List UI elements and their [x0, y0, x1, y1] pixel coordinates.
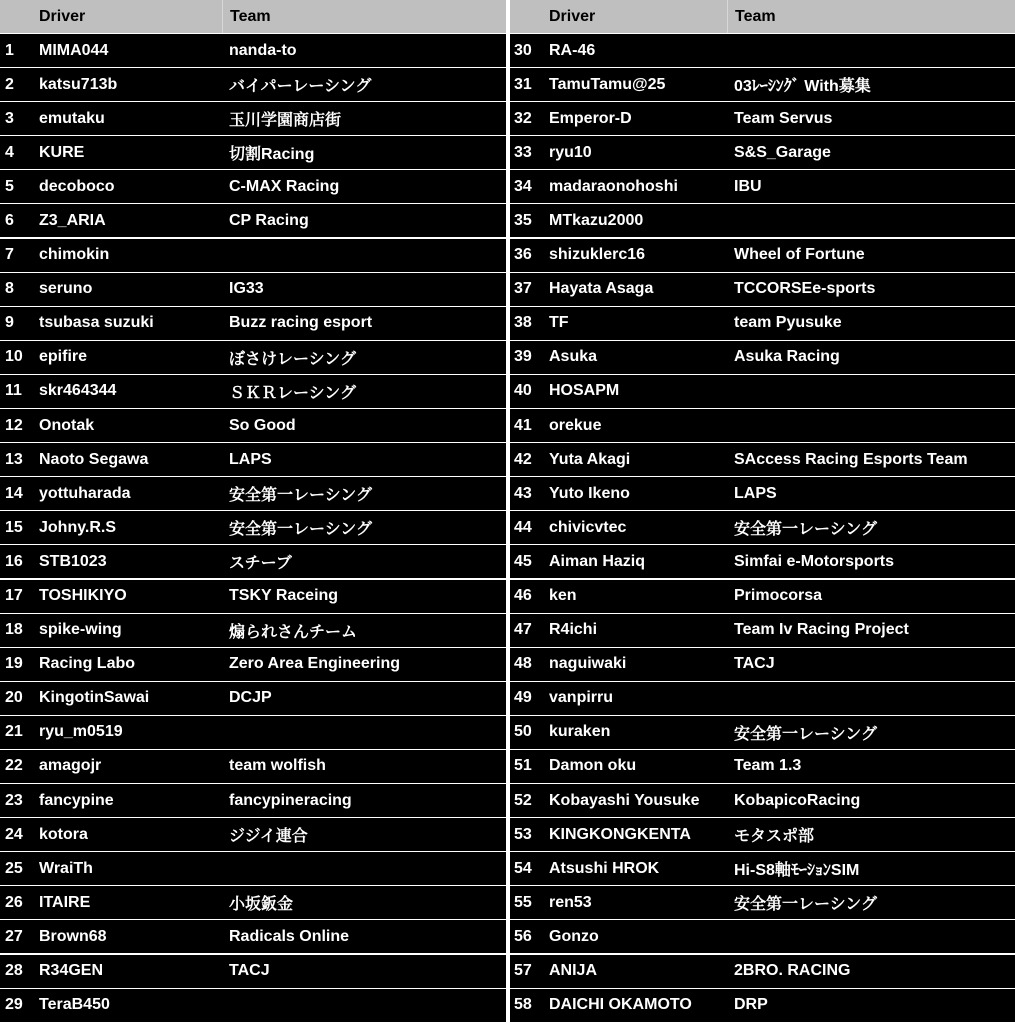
driver-cell: ANIJA	[549, 962, 598, 980]
table-row	[0, 545, 506, 578]
driver-cell: R34GEN	[39, 962, 104, 980]
table-row	[0, 852, 506, 885]
table-row	[510, 784, 1015, 817]
team-cell: 安全第一レーシング	[229, 487, 372, 505]
driver-cell: emutaku	[39, 109, 105, 127]
team-cell: team Pyusuke	[734, 314, 842, 332]
right-standings-table	[510, 0, 1015, 1023]
position-cell: 13	[5, 450, 23, 468]
driver-cell: WraiTh	[39, 859, 93, 877]
driver-cell: kuraken	[549, 723, 611, 741]
team-cell: 玉川学園商店街	[229, 112, 342, 130]
position-cell: 20	[5, 689, 23, 707]
header-team: Team	[230, 7, 271, 25]
driver-cell: MTkazu2000	[549, 211, 644, 229]
position-cell: 22	[5, 757, 23, 775]
table-row	[0, 989, 506, 1022]
position-cell: 56	[514, 927, 532, 945]
table-row	[0, 443, 506, 476]
team-cell: Primocorsa	[734, 587, 823, 604]
team-cell: LAPS	[229, 450, 272, 468]
driver-cell: TeraB450	[39, 996, 110, 1014]
driver-cell: TF	[549, 314, 569, 332]
driver-cell: yottuharada	[39, 484, 131, 502]
table-row	[510, 580, 1015, 613]
position-cell: 46	[514, 587, 532, 604]
team-cell: Zero Area Engineering	[229, 655, 400, 673]
position-cell: 42	[514, 450, 532, 468]
position-cell: 17	[5, 587, 23, 604]
position-cell: 27	[5, 927, 23, 945]
driver-cell: madaraonohoshi	[549, 177, 678, 195]
position-cell: 14	[5, 484, 23, 502]
driver-cell: KINGKONGKENTA	[549, 825, 691, 843]
position-cell: 2	[5, 75, 14, 93]
table-header	[510, 0, 1015, 33]
team-cell: バイパーレーシング	[229, 78, 372, 96]
table-row	[510, 818, 1015, 851]
position-cell: 4	[5, 143, 14, 161]
position-cell: 38	[514, 314, 532, 332]
position-cell: 1	[5, 41, 14, 59]
team-cell: LAPS	[734, 484, 777, 502]
team-cell: DRP	[734, 996, 768, 1014]
table-row	[0, 580, 506, 613]
table-row	[510, 307, 1015, 340]
team-cell: ジジイ連合	[229, 828, 308, 846]
table-row	[510, 170, 1015, 203]
driver-cell: DAICHI OKAMOTO	[549, 996, 692, 1014]
position-cell: 33	[514, 143, 532, 161]
table-row	[0, 886, 506, 919]
table-row	[510, 989, 1015, 1022]
table-row	[0, 204, 506, 237]
driver-cell: ryu_m0519	[39, 723, 123, 741]
table-row	[0, 750, 506, 783]
position-cell: 57	[514, 962, 532, 980]
table-row	[0, 955, 506, 988]
driver-cell: decoboco	[39, 177, 115, 195]
table-row	[510, 648, 1015, 681]
team-cell: スチーブ	[229, 555, 292, 573]
driver-cell: shizuklerc16	[549, 246, 646, 264]
driver-cell: fancypine	[39, 791, 114, 809]
header-driver-label: Driver	[39, 7, 86, 25]
team-cell: Radicals Online	[229, 927, 350, 945]
team-cell: Buzz racing esport	[229, 314, 373, 332]
driver-cell: Aiman Haziq	[549, 552, 646, 570]
driver-cell: Brown68	[39, 927, 107, 945]
driver-cell: Onotak	[39, 416, 95, 434]
team-cell: CP Racing	[229, 211, 309, 229]
driver-cell: spike-wing	[39, 621, 122, 639]
header-driver	[549, 0, 728, 33]
driver-cell: R4ichi	[549, 621, 598, 639]
team-cell: KobapicoRacing	[734, 791, 861, 809]
table-row	[0, 273, 506, 306]
position-cell: 35	[514, 211, 532, 229]
team-cell: S&S_Garage	[734, 143, 831, 161]
team-cell: 切割Racing	[229, 146, 315, 164]
table-row	[510, 443, 1015, 476]
table-row	[510, 614, 1015, 647]
driver-cell: Yuto Ikeno	[549, 484, 630, 502]
driver-cell: skr464344	[39, 382, 117, 400]
team-cell: fancypineracing	[229, 791, 352, 809]
position-cell: 16	[5, 552, 23, 570]
team-cell: IBU	[734, 177, 762, 195]
position-cell: 18	[5, 621, 23, 639]
driver-cell: Asuka	[549, 348, 598, 366]
table-row	[0, 648, 506, 681]
table-row	[510, 477, 1015, 510]
table-row	[510, 920, 1015, 953]
team-cell: 安全第一レーシング	[229, 521, 372, 539]
position-cell: 54	[514, 859, 532, 877]
header-team: Team	[735, 7, 776, 25]
team-cell: TACJ	[229, 962, 270, 980]
position-cell: 36	[514, 246, 532, 264]
team-cell: SAccess Racing Esports Team	[734, 450, 968, 468]
position-cell: 41	[514, 416, 532, 434]
position-cell: 40	[514, 382, 532, 400]
driver-cell: STB1023	[39, 552, 107, 570]
driver-cell: Atsushi HROK	[549, 859, 660, 877]
team-cell: team wolfish	[229, 757, 326, 775]
team-cell: Team 1.3	[734, 757, 802, 775]
team-cell: Hi-S8軸ﾓｰｼｮﾝSIM	[734, 862, 860, 880]
team-cell: nanda-to	[229, 41, 297, 59]
table-row	[510, 716, 1015, 749]
position-cell: 21	[5, 723, 23, 741]
team-cell: Wheel of Fortune	[734, 246, 865, 264]
position-cell: 44	[514, 518, 532, 536]
table-row	[0, 68, 506, 101]
driver-cell: seruno	[39, 280, 93, 298]
driver-cell: KURE	[39, 143, 85, 161]
team-cell: TCCORSEe-sports	[734, 280, 876, 298]
team-cell: 2BRO. RACING	[734, 962, 851, 980]
table-row	[0, 920, 506, 953]
table-row	[0, 511, 506, 544]
position-cell: 9	[5, 314, 14, 332]
team-cell: 小坂鈑金	[229, 896, 294, 914]
driver-cell: Emperor-D	[549, 109, 632, 127]
table-row	[510, 204, 1015, 237]
team-cell: 03ﾚｰｼﾝｸﾞ With募集	[734, 78, 871, 96]
driver-cell: Damon oku	[549, 757, 637, 775]
table-row	[0, 170, 506, 203]
team-cell: IG33	[229, 280, 264, 298]
header-driver	[39, 0, 223, 33]
driver-cell: TOSHIKIYO	[39, 587, 127, 604]
table-row	[510, 341, 1015, 374]
driver-cell: kotora	[39, 825, 88, 843]
position-cell: 24	[5, 825, 23, 843]
position-cell: 55	[514, 893, 532, 911]
driver-cell: katsu713b	[39, 75, 118, 93]
position-cell: 31	[514, 75, 532, 93]
table-row	[510, 545, 1015, 578]
table-row	[0, 409, 506, 442]
table-row	[510, 34, 1015, 67]
team-cell: TACJ	[734, 655, 775, 673]
driver-cell: chivicvtec	[549, 518, 627, 536]
position-cell: 53	[514, 825, 532, 843]
table-row	[510, 852, 1015, 885]
position-cell: 34	[514, 177, 532, 195]
table-row	[510, 136, 1015, 169]
table-row	[510, 955, 1015, 988]
driver-cell: Johny.R.S	[39, 518, 117, 536]
driver-cell: naguiwaki	[549, 655, 627, 673]
position-cell: 6	[5, 211, 14, 229]
team-cell: TSKY Raceing	[229, 587, 339, 604]
position-cell: 3	[5, 109, 14, 127]
team-cell: DCJP	[229, 689, 272, 707]
driver-cell: KingotinSawai	[39, 689, 150, 707]
team-cell: 安全第一レーシング	[734, 725, 877, 743]
position-cell: 15	[5, 518, 23, 536]
driver-cell: ITAIRE	[39, 893, 91, 911]
position-cell: 48	[514, 655, 532, 673]
driver-cell: Z3_ARIA	[39, 211, 106, 229]
position-cell: 43	[514, 484, 532, 502]
table-row	[510, 102, 1015, 135]
driver-cell: amagojr	[39, 757, 102, 775]
team-cell: モタスポ部	[734, 828, 815, 846]
driver-cell: HOSAPM	[549, 382, 620, 400]
table-row	[510, 273, 1015, 306]
driver-cell: MIMA044	[39, 41, 109, 59]
table-row	[0, 614, 506, 647]
table-row	[0, 716, 506, 749]
table-row	[0, 682, 506, 715]
table-row	[510, 375, 1015, 408]
left-rows	[0, 34, 506, 1022]
position-cell: 47	[514, 621, 532, 639]
team-cell: Asuka Racing	[734, 348, 840, 366]
position-cell: 32	[514, 109, 532, 127]
table-row	[0, 477, 506, 510]
position-cell: 49	[514, 689, 532, 707]
position-cell: 10	[5, 348, 23, 366]
driver-cell: chimokin	[39, 246, 110, 264]
position-cell: 28	[5, 962, 23, 980]
table-row	[510, 682, 1015, 715]
table-row	[510, 68, 1015, 101]
position-cell: 11	[5, 382, 22, 400]
team-cell: Team Iv Racing Project	[734, 621, 909, 639]
table-row	[510, 886, 1015, 919]
table-row	[0, 341, 506, 374]
position-cell: 8	[5, 280, 14, 298]
team-cell: C-MAX Racing	[229, 177, 340, 195]
table-header	[0, 0, 506, 33]
position-cell: 5	[5, 177, 14, 195]
position-cell: 7	[5, 246, 14, 264]
driver-cell: Hayata Asaga	[549, 280, 654, 298]
team-cell: 煽られさんチーム	[229, 623, 358, 641]
position-cell: 19	[5, 655, 23, 673]
table-row	[0, 307, 506, 340]
left-standings-table	[0, 0, 506, 1023]
right-rows	[510, 34, 1015, 1022]
table-row	[0, 136, 506, 169]
position-cell: 23	[5, 791, 23, 809]
table-row	[0, 239, 506, 272]
team-cell: Simfai e-Motorsports	[734, 552, 895, 570]
position-cell: 45	[514, 552, 532, 570]
driver-cell: Kobayashi Yousuke	[549, 791, 700, 809]
team-cell: 安全第一レーシング	[734, 521, 877, 539]
position-cell: 26	[5, 893, 23, 911]
position-cell: 37	[514, 280, 532, 298]
driver-cell: tsubasa suzuki	[39, 314, 154, 332]
table-row	[0, 818, 506, 851]
position-cell: 50	[514, 723, 532, 741]
driver-cell: TamuTamu@25	[549, 75, 666, 93]
position-cell: 52	[514, 791, 532, 809]
position-cell: 39	[514, 348, 532, 366]
header-driver-label: Driver	[549, 7, 596, 25]
team-cell: ＳＫＲレーシング	[229, 384, 356, 402]
team-cell: 安全第一レーシング	[734, 896, 877, 914]
table-row	[0, 102, 506, 135]
table-row	[510, 750, 1015, 783]
driver-cell: Racing Labo	[39, 655, 136, 673]
position-cell: 12	[5, 416, 23, 434]
position-cell: 58	[514, 996, 532, 1014]
position-cell: 51	[514, 757, 532, 775]
table-row	[0, 34, 506, 67]
position-cell: 25	[5, 859, 23, 877]
driver-cell: Gonzo	[549, 927, 599, 945]
position-cell: 29	[5, 996, 23, 1014]
driver-cell: orekue	[549, 416, 602, 434]
driver-cell: ren53	[549, 893, 592, 911]
driver-cell: RA-46	[549, 41, 596, 59]
table-row	[510, 409, 1015, 442]
driver-cell: Naoto Segawa	[39, 450, 149, 468]
driver-cell: ryu10	[549, 143, 592, 161]
table-row	[510, 511, 1015, 544]
team-cell: So Good	[229, 416, 296, 434]
driver-cell: Yuta Akagi	[549, 450, 631, 468]
driver-cell: vanpirru	[549, 689, 614, 707]
table-row	[0, 375, 506, 408]
table-row	[0, 784, 506, 817]
team-cell: Team Servus	[734, 109, 833, 127]
table-row	[510, 239, 1015, 272]
team-cell: ぼさけレーシング	[229, 350, 356, 368]
driver-cell: ken	[549, 587, 577, 604]
driver-cell: epifire	[39, 348, 88, 366]
position-cell: 30	[514, 41, 532, 59]
